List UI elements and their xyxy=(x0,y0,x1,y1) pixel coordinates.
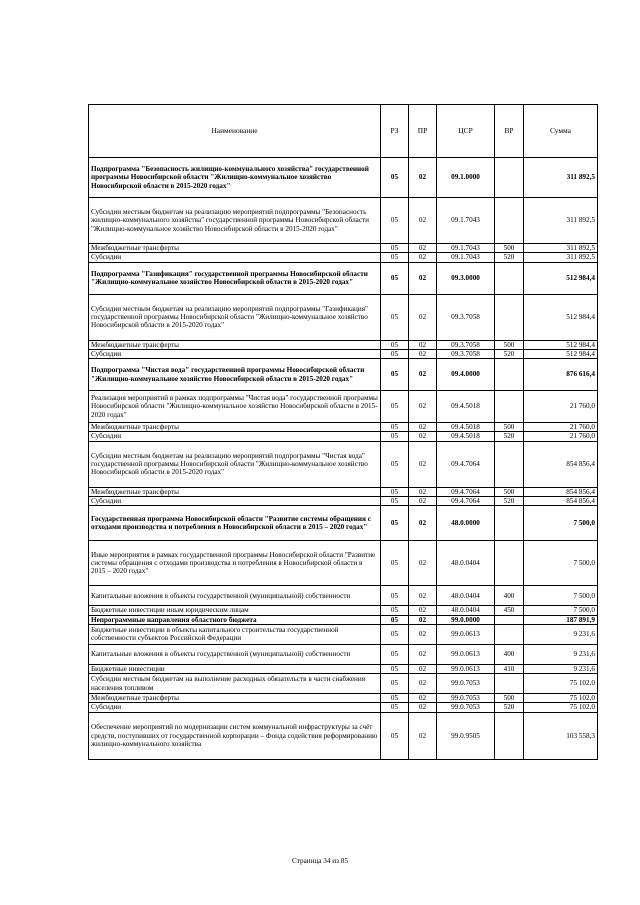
cell-sum: 311 892,5 xyxy=(524,158,598,198)
cell-vr xyxy=(495,615,524,624)
cell-rz: 05 xyxy=(381,606,409,615)
cell-vr: 400 xyxy=(495,644,524,664)
cell-csr: 09.4.7064 xyxy=(437,496,495,505)
cell-rz: 05 xyxy=(381,340,409,349)
cell-sum: 9 231,6 xyxy=(524,624,598,644)
cell-name: Бюджетные инвестиции иным юридическим лицам xyxy=(89,606,381,615)
header-rz: РЗ xyxy=(381,105,409,158)
cell-csr: 09.1.0000 xyxy=(437,158,495,198)
cell-sum: 7 500,0 xyxy=(524,606,598,615)
cell-csr: 09.4.5018 xyxy=(437,423,495,432)
cell-sum: 7 500,0 xyxy=(524,541,598,586)
cell-rz: 05 xyxy=(381,359,409,391)
cell-vr xyxy=(495,506,524,541)
cell-sum: 854 856,4 xyxy=(524,487,598,496)
cell-vr xyxy=(495,624,524,644)
cell-vr: 520 xyxy=(495,253,524,262)
cell-rz: 05 xyxy=(381,615,409,624)
cell-name: Субсидии xyxy=(89,496,381,505)
table-row xyxy=(89,606,598,615)
cell-vr: 520 xyxy=(495,496,524,505)
cell-sum: 854 856,4 xyxy=(524,496,598,505)
cell-name: Субсидии местным бюджетам на выполнение расходных обязательств в части снабжения населения топливом xyxy=(89,674,381,694)
cell-sum: 7 500,0 xyxy=(524,586,598,606)
cell-csr: 99.0.7053 xyxy=(437,703,495,712)
cell-name: Субсидии xyxy=(89,349,381,358)
cell-pr: 02 xyxy=(409,423,437,432)
cell-rz: 05 xyxy=(381,694,409,703)
cell-name: Межбюджетные трансферты xyxy=(89,487,381,496)
table-row xyxy=(89,432,598,441)
cell-rz: 05 xyxy=(381,294,409,340)
cell-csr: 48.0.0404 xyxy=(437,586,495,606)
cell-pr: 02 xyxy=(409,253,437,262)
cell-rz: 05 xyxy=(381,262,409,294)
cell-name: Подпрограмма "Газификация" государственной программы Новосибирской области "Жилищно-коммунальное хозяйство Новосибирской области в 2015-2020 годах" xyxy=(89,262,381,294)
cell-sum: 9 231,6 xyxy=(524,644,598,664)
table-row xyxy=(89,262,598,294)
cell-name: Бюджетные инвестиции в объекты капитального строительства государственной собственности субъектов Российской Федерации xyxy=(89,624,381,644)
cell-rz: 05 xyxy=(381,703,409,712)
cell-pr: 02 xyxy=(409,674,437,694)
cell-vr: 500 xyxy=(495,244,524,253)
cell-vr: 500 xyxy=(495,487,524,496)
cell-csr: 99.0.0000 xyxy=(437,615,495,624)
cell-pr: 02 xyxy=(409,624,437,644)
cell-csr: 09.3.7058 xyxy=(437,340,495,349)
cell-pr: 02 xyxy=(409,432,437,441)
cell-csr: 09.4.5018 xyxy=(437,391,495,423)
cell-pr: 02 xyxy=(409,294,437,340)
cell-rz: 05 xyxy=(381,496,409,505)
cell-pr: 02 xyxy=(409,349,437,358)
cell-vr xyxy=(495,541,524,586)
table-row xyxy=(89,615,598,624)
cell-pr: 02 xyxy=(409,703,437,712)
cell-csr: 48.0.0404 xyxy=(437,541,495,586)
table-row xyxy=(89,158,598,198)
table-row xyxy=(89,674,598,694)
table-header-row xyxy=(89,105,598,158)
cell-rz: 05 xyxy=(381,541,409,586)
cell-sum: 9 231,6 xyxy=(524,664,598,673)
cell-rz: 05 xyxy=(381,253,409,262)
table-row xyxy=(89,441,598,487)
table-row xyxy=(89,423,598,432)
cell-sum: 311 892,5 xyxy=(524,198,598,244)
cell-pr: 02 xyxy=(409,487,437,496)
cell-csr: 48.0.0000 xyxy=(437,506,495,541)
cell-vr: 500 xyxy=(495,694,524,703)
cell-sum: 876 616,4 xyxy=(524,359,598,391)
cell-name: Подпрограмма "Чистая вода" государственной программы Новосибирской области "Жилищно-коммунальное хозяйство Новосибирской области в 2015-2020 годах" xyxy=(89,359,381,391)
cell-csr: 99.0.7053 xyxy=(437,694,495,703)
cell-pr: 02 xyxy=(409,664,437,673)
cell-vr: 520 xyxy=(495,432,524,441)
cell-sum: 311 892,5 xyxy=(524,253,598,262)
cell-csr: 09.3.7058 xyxy=(437,294,495,340)
cell-vr: 520 xyxy=(495,349,524,358)
cell-csr: 09.4.7064 xyxy=(437,441,495,487)
page-number: Страница 34 из 85 xyxy=(292,857,348,865)
cell-sum: 103 558,3 xyxy=(524,712,598,759)
cell-csr: 48.0.0404 xyxy=(437,606,495,615)
cell-sum: 75 102,0 xyxy=(524,703,598,712)
cell-rz: 05 xyxy=(381,586,409,606)
cell-vr xyxy=(495,712,524,759)
cell-pr: 02 xyxy=(409,586,437,606)
cell-name: Реализация мероприятий в рамках подпрограммы "Чистая вода" государственной программы Новосибирской области "Жилищно-коммунальное хозяйство Новосибирской области в 2015-2020 годах" xyxy=(89,391,381,423)
cell-name: Подпрограмма "Безопасность жилищно-коммунального хозяйства" государственной программы Новосибирской области "Жилищно-коммунальное хозяйство Новосибирской области в 2015-2020 годах" xyxy=(89,158,381,198)
cell-vr xyxy=(495,158,524,198)
cell-rz: 05 xyxy=(381,158,409,198)
cell-rz: 05 xyxy=(381,432,409,441)
cell-sum: 75 102,0 xyxy=(524,694,598,703)
cell-vr xyxy=(495,198,524,244)
cell-name: Иные мероприятия в рамках государственной программы Новосибирской области "Развитие системы обращения с отходами производства и потребления в Новосибирской области в 2015 – 2020 годах" xyxy=(89,541,381,586)
cell-pr: 02 xyxy=(409,712,437,759)
cell-sum: 512 984,4 xyxy=(524,340,598,349)
cell-name: Субсидии местным бюджетам на реализацию мероприятий подпрограммы "Безопасность жилищно-коммунального хозяйства" государственной программы Новосибирской области "Жилищно-коммунальное хозяйство Новосибирской области в 2015-2020 годах" xyxy=(89,198,381,244)
table-row xyxy=(89,349,598,358)
cell-rz: 05 xyxy=(381,674,409,694)
cell-vr: 520 xyxy=(495,703,524,712)
cell-csr: 99.0.0613 xyxy=(437,664,495,673)
cell-name: Межбюджетные трансферты xyxy=(89,244,381,253)
cell-name: Капитальные вложения в объекты государственной (муниципальной) собственности xyxy=(89,644,381,664)
cell-rz: 05 xyxy=(381,644,409,664)
cell-vr: 400 xyxy=(495,586,524,606)
table-row xyxy=(89,253,598,262)
cell-vr xyxy=(495,441,524,487)
cell-name: Субсидии местным бюджетам на реализацию мероприятий подпрограммы "Чистая вода" государственной программы Новосибирской области "Жилищно-коммунальное хозяйство Новосибирской области в 2015-2020 годах" xyxy=(89,441,381,487)
cell-rz: 05 xyxy=(381,244,409,253)
cell-pr: 02 xyxy=(409,441,437,487)
cell-pr: 02 xyxy=(409,262,437,294)
cell-csr: 09.4.5018 xyxy=(437,432,495,441)
cell-pr: 02 xyxy=(409,694,437,703)
cell-pr: 02 xyxy=(409,644,437,664)
cell-rz: 05 xyxy=(381,423,409,432)
table-row xyxy=(89,712,598,759)
table-row xyxy=(89,244,598,253)
cell-name: Субсидии xyxy=(89,432,381,441)
cell-pr: 02 xyxy=(409,340,437,349)
cell-name: Капитальные вложения в объекты государственной (муниципальной) собственности xyxy=(89,586,381,606)
table-row xyxy=(89,541,598,586)
header-vr: ВР xyxy=(495,105,524,158)
cell-rz: 05 xyxy=(381,487,409,496)
cell-pr: 02 xyxy=(409,198,437,244)
table-row xyxy=(89,340,598,349)
table-row xyxy=(89,359,598,391)
cell-vr xyxy=(495,294,524,340)
cell-pr: 02 xyxy=(409,615,437,624)
cell-pr: 02 xyxy=(409,606,437,615)
table-row xyxy=(89,391,598,423)
table-row xyxy=(89,294,598,340)
cell-csr: 09.1.7043 xyxy=(437,244,495,253)
header-pr: ПР xyxy=(409,105,437,158)
cell-name: Непрограммные направления областного бюджета xyxy=(89,615,381,624)
table-row xyxy=(89,694,598,703)
cell-csr: 09.4.7064 xyxy=(437,487,495,496)
cell-pr: 02 xyxy=(409,244,437,253)
budget-table xyxy=(88,104,598,760)
cell-pr: 02 xyxy=(409,359,437,391)
cell-name: Государственная программа Новосибирской области "Развитие системы обращения с отходами производства и потребления в Новосибирской области в 2015 – 2020 годах" xyxy=(89,506,381,541)
cell-pr: 02 xyxy=(409,158,437,198)
cell-name: Субсидии xyxy=(89,253,381,262)
cell-sum: 21 760,0 xyxy=(524,423,598,432)
header-name: Наименование xyxy=(89,105,381,158)
cell-vr: 500 xyxy=(495,423,524,432)
cell-vr xyxy=(495,391,524,423)
cell-rz: 05 xyxy=(381,506,409,541)
cell-pr: 02 xyxy=(409,496,437,505)
header-sum: Сумма xyxy=(524,105,598,158)
cell-vr: 450 xyxy=(495,606,524,615)
cell-pr: 02 xyxy=(409,506,437,541)
cell-sum: 75 102,0 xyxy=(524,674,598,694)
cell-pr: 02 xyxy=(409,541,437,586)
cell-vr xyxy=(495,359,524,391)
cell-csr: 99.0.0613 xyxy=(437,624,495,644)
cell-csr: 09.1.7043 xyxy=(437,253,495,262)
cell-csr: 09.3.7058 xyxy=(437,349,495,358)
cell-pr: 02 xyxy=(409,391,437,423)
cell-name: Субсидии местным бюджетам на реализацию мероприятий подпрограммы "Газификация" государственной программы Новосибирской области "Жилищно-коммунальное хозяйство Новосибирской области в 2015-2020 годах" xyxy=(89,294,381,340)
cell-sum: 512 984,4 xyxy=(524,349,598,358)
cell-name: Субсидии xyxy=(89,703,381,712)
cell-rz: 05 xyxy=(381,712,409,759)
table-row xyxy=(89,506,598,541)
header-csr: ЦСР xyxy=(437,105,495,158)
cell-csr: 09.3.0000 xyxy=(437,262,495,294)
cell-rz: 05 xyxy=(381,664,409,673)
table-row xyxy=(89,198,598,244)
cell-vr xyxy=(495,674,524,694)
cell-name: Обеспечение мероприятий по модернизации систем коммунальной инфраструктуры за счёт средств, поступивших от государственной корпорации – Фонда содействия реформированию жилищно-коммунального хозяйства xyxy=(89,712,381,759)
cell-sum: 21 760,0 xyxy=(524,432,598,441)
cell-rz: 05 xyxy=(381,624,409,644)
table-row xyxy=(89,496,598,505)
table-row xyxy=(89,487,598,496)
cell-vr: 500 xyxy=(495,340,524,349)
cell-sum: 311 892,5 xyxy=(524,244,598,253)
cell-sum: 21 760,0 xyxy=(524,391,598,423)
table-row xyxy=(89,644,598,664)
cell-sum: 512 984,4 xyxy=(524,262,598,294)
table-row xyxy=(89,586,598,606)
cell-rz: 05 xyxy=(381,441,409,487)
cell-sum: 854 856,4 xyxy=(524,441,598,487)
table-row xyxy=(89,703,598,712)
table-body xyxy=(89,158,598,760)
cell-rz: 05 xyxy=(381,349,409,358)
cell-rz: 05 xyxy=(381,198,409,244)
table-row xyxy=(89,664,598,673)
cell-name: Межбюджетные трансферты xyxy=(89,340,381,349)
cell-sum: 7 500,0 xyxy=(524,506,598,541)
cell-csr: 09.4.0000 xyxy=(437,359,495,391)
cell-name: Межбюджетные трансферты xyxy=(89,423,381,432)
cell-csr: 09.1.7043 xyxy=(437,198,495,244)
cell-sum: 512 984,4 xyxy=(524,294,598,340)
cell-csr: 99.0.0613 xyxy=(437,644,495,664)
cell-name: Межбюджетные трансферты xyxy=(89,694,381,703)
cell-vr: 410 xyxy=(495,664,524,673)
cell-csr: 99.0.9505 xyxy=(437,712,495,759)
cell-sum: 187 891,9 xyxy=(524,615,598,624)
cell-csr: 99.0.7053 xyxy=(437,674,495,694)
cell-name: Бюджетные инвестиции xyxy=(89,664,381,673)
cell-vr xyxy=(495,262,524,294)
table-row xyxy=(89,624,598,644)
cell-rz: 05 xyxy=(381,391,409,423)
